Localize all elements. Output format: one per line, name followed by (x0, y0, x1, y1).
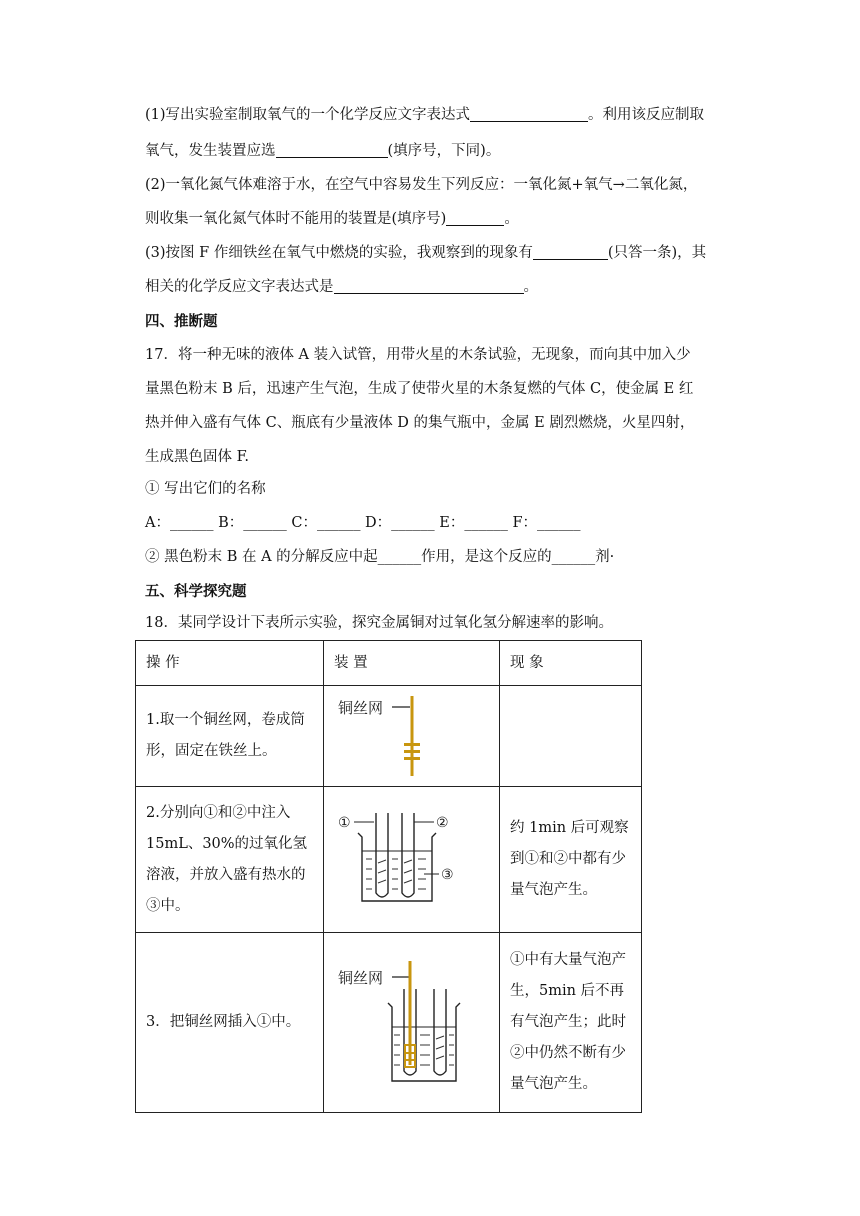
answer-blank[interactable] (334, 279, 524, 294)
q16-part1-line2: 氧气，发生装置应选 (填序号，下同)。 (145, 143, 501, 159)
test-tubes-in-beaker-diagram (332, 805, 492, 915)
table-header-row (136, 641, 642, 686)
q17-line3: 热并伸入盛有气体 C、瓶底有少量液体 D 的集气瓶中，金属 E 剧烈燃烧，火星四射， (145, 415, 695, 431)
q16-part3-line2: 相关的化学反应文字表达式是 。 (145, 279, 538, 295)
q16-part2-line2: 则收集一氧化氮气体时不能用的装置是(填序号) 。 (145, 211, 519, 227)
q17-line7: ② 黑色粉末 B 在 A 的分解反应中起______作用，是这个反应的______剂· (145, 549, 615, 565)
apparatus-cell (324, 787, 500, 933)
answer-blank[interactable] (533, 245, 608, 260)
result-cell (500, 686, 642, 787)
q17-line2: 量黑色粉末 B 后，迅速产生气泡，生成了使带火星的木条复燃的气体 C，使金属 E 红 (145, 381, 694, 397)
q17-line4: 生成黑色固体 F. (145, 449, 250, 465)
q16-part1-line1: (1)写出实验室制取氧气的一个化学反应文字表达式 。利用该反应制取 (145, 107, 705, 123)
q17-line6: A：______ B：______ C：______ D：______ E：______ F：______ (145, 515, 581, 531)
header-cell: 现 象 (500, 641, 642, 686)
copper-mesh-diagram (332, 688, 492, 784)
svg-text:①: ① (337, 814, 351, 831)
svg-text:②: ② (435, 814, 449, 831)
header-cell: 装 置 (324, 641, 500, 686)
answer-blank[interactable] (276, 143, 388, 158)
copper-mesh-label: 铜丝网 (337, 700, 383, 717)
table-row (136, 686, 642, 787)
svg-text:③: ③ (440, 866, 454, 883)
q17-line5: ① 写出它们的名称 (145, 481, 266, 497)
operation-cell: 3．把铜丝网插入①中。 (136, 933, 324, 1113)
answer-blank[interactable] (470, 107, 588, 122)
svg-text:铜丝网: 铜丝网 (337, 969, 383, 987)
apparatus-cell (324, 686, 500, 787)
operation-cell: 1.取一个铜丝网，卷成筒形，固定在铁丝上。 (136, 686, 324, 787)
q18-line1: 18．某同学设计下表所示实验，探究金属铜对过氧化氢分解速率的影响。 (145, 615, 613, 631)
q17-line1: 17．将一种无味的液体 A 装入试管，用带火星的木条试验，无现象，而向其中加入少 (145, 347, 691, 363)
operation-cell: 2.分别向①和②中注入15mL、30%的过氧化氢溶液，并放入盛有热水的③中。 (136, 787, 324, 933)
q16-part3-line1: (3)按图 F 作细铁丝在氧气中燃烧的实验，我观察到的现象有 (只答一条)，其 (145, 245, 707, 261)
copper-mesh-in-tube-diagram (332, 953, 492, 1093)
table-row (136, 787, 642, 933)
result-cell: ①中有大量气泡产生，5min 后不再有气泡产生；此时②中仍然不断有少量气泡产生。 (500, 933, 642, 1113)
result-cell: 约 1min 后可观察到①和②中都有少量气泡产生。 (500, 787, 642, 933)
section-heading-4: 四、推断题 (145, 313, 218, 330)
q16-part2-line1: (2)一氧化氮气体难溶于水，在空气中容易发生下列反应：一氧化氮+氧气→二氧化氮， (145, 177, 698, 193)
header-cell: 操 作 (136, 641, 324, 686)
apparatus-cell (324, 933, 500, 1113)
experiment-table (135, 640, 642, 1113)
table-row (136, 933, 642, 1113)
section-heading-5: 五、科学探究题 (145, 583, 247, 600)
answer-blank[interactable] (446, 211, 504, 226)
